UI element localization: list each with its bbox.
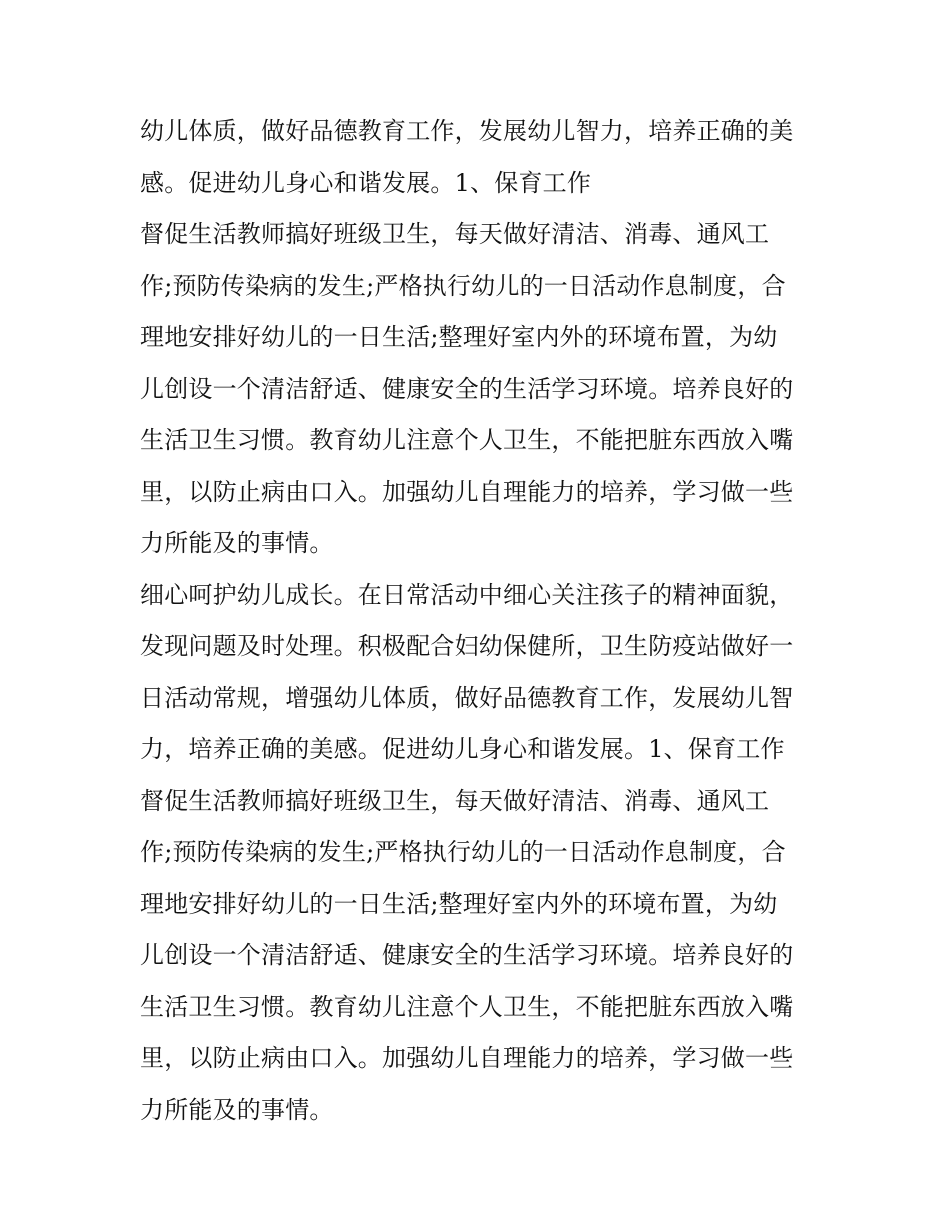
text-line-19: 里，以防止病由口入。加强幼儿自理能力的培养，学习做一些 bbox=[140, 1044, 794, 1072]
text-line-12: 日活动常规，增强幼儿体质，做好品德教育工作，发展幼儿智 bbox=[140, 683, 794, 712]
text-line-5: 理地安排好幼儿的一日生活;整理好室内外的环境布置，为幼 bbox=[140, 323, 778, 351]
text-line-20: 力所能及的事情。 bbox=[140, 1095, 334, 1124]
text-line-4: 作;预防传染病的发生;严格执行幼儿的一日活动作息制度，合 bbox=[140, 271, 786, 300]
text-line-3: 督促生活教师搞好班级卫生，每天做好清洁、消毒、通风工 bbox=[140, 220, 770, 248]
text-line-17: 儿创设一个清洁舒适、健康安全的生活学习环境。培养良好的 bbox=[140, 941, 794, 969]
text-line-11: 发现问题及时处理。积极配合妇幼保健所，卫生防疫站做好一 bbox=[140, 632, 794, 660]
text-line-1: 幼儿体质，做好品德教育工作，发展幼儿智力，培养正确的美 bbox=[140, 117, 794, 145]
text-line-7: 生活卫生习惯。教育幼儿注意个人卫生，不能把脏东西放入嘴 bbox=[140, 426, 794, 454]
text-line-9: 力所能及的事情。 bbox=[140, 529, 334, 557]
text-line-16: 理地安排好幼儿的一日生活;整理好室内外的环境布置，为幼 bbox=[140, 889, 778, 918]
text-line-14: 督促生活教师搞好班级卫生，每天做好清洁、消毒、通风工 bbox=[140, 786, 770, 815]
text-line-15: 作;预防传染病的发生;严格执行幼儿的一日活动作息制度，合 bbox=[140, 838, 786, 866]
text-line-18: 生活卫生习惯。教育幼儿注意个人卫生，不能把脏东西放入嘴 bbox=[140, 992, 794, 1021]
body-text bbox=[140, 106, 820, 1136]
text-line-10: 细心呵护幼儿成长。在日常活动中细心关注孩子的精神面貌， bbox=[140, 580, 794, 609]
text-line-8: 里，以防止病由口入。加强幼儿自理能力的培养，学习做一些 bbox=[140, 477, 794, 506]
text-line-2: 感。促进幼儿身心和谐发展。1、保育工作 bbox=[140, 168, 592, 197]
text-line-13: 力，培养正确的美感。促进幼儿身心和谐发展。1、保育工作 bbox=[140, 735, 785, 763]
text-line-6: 儿创设一个清洁舒适、健康安全的生活学习环境。培养良好的 bbox=[140, 374, 794, 403]
